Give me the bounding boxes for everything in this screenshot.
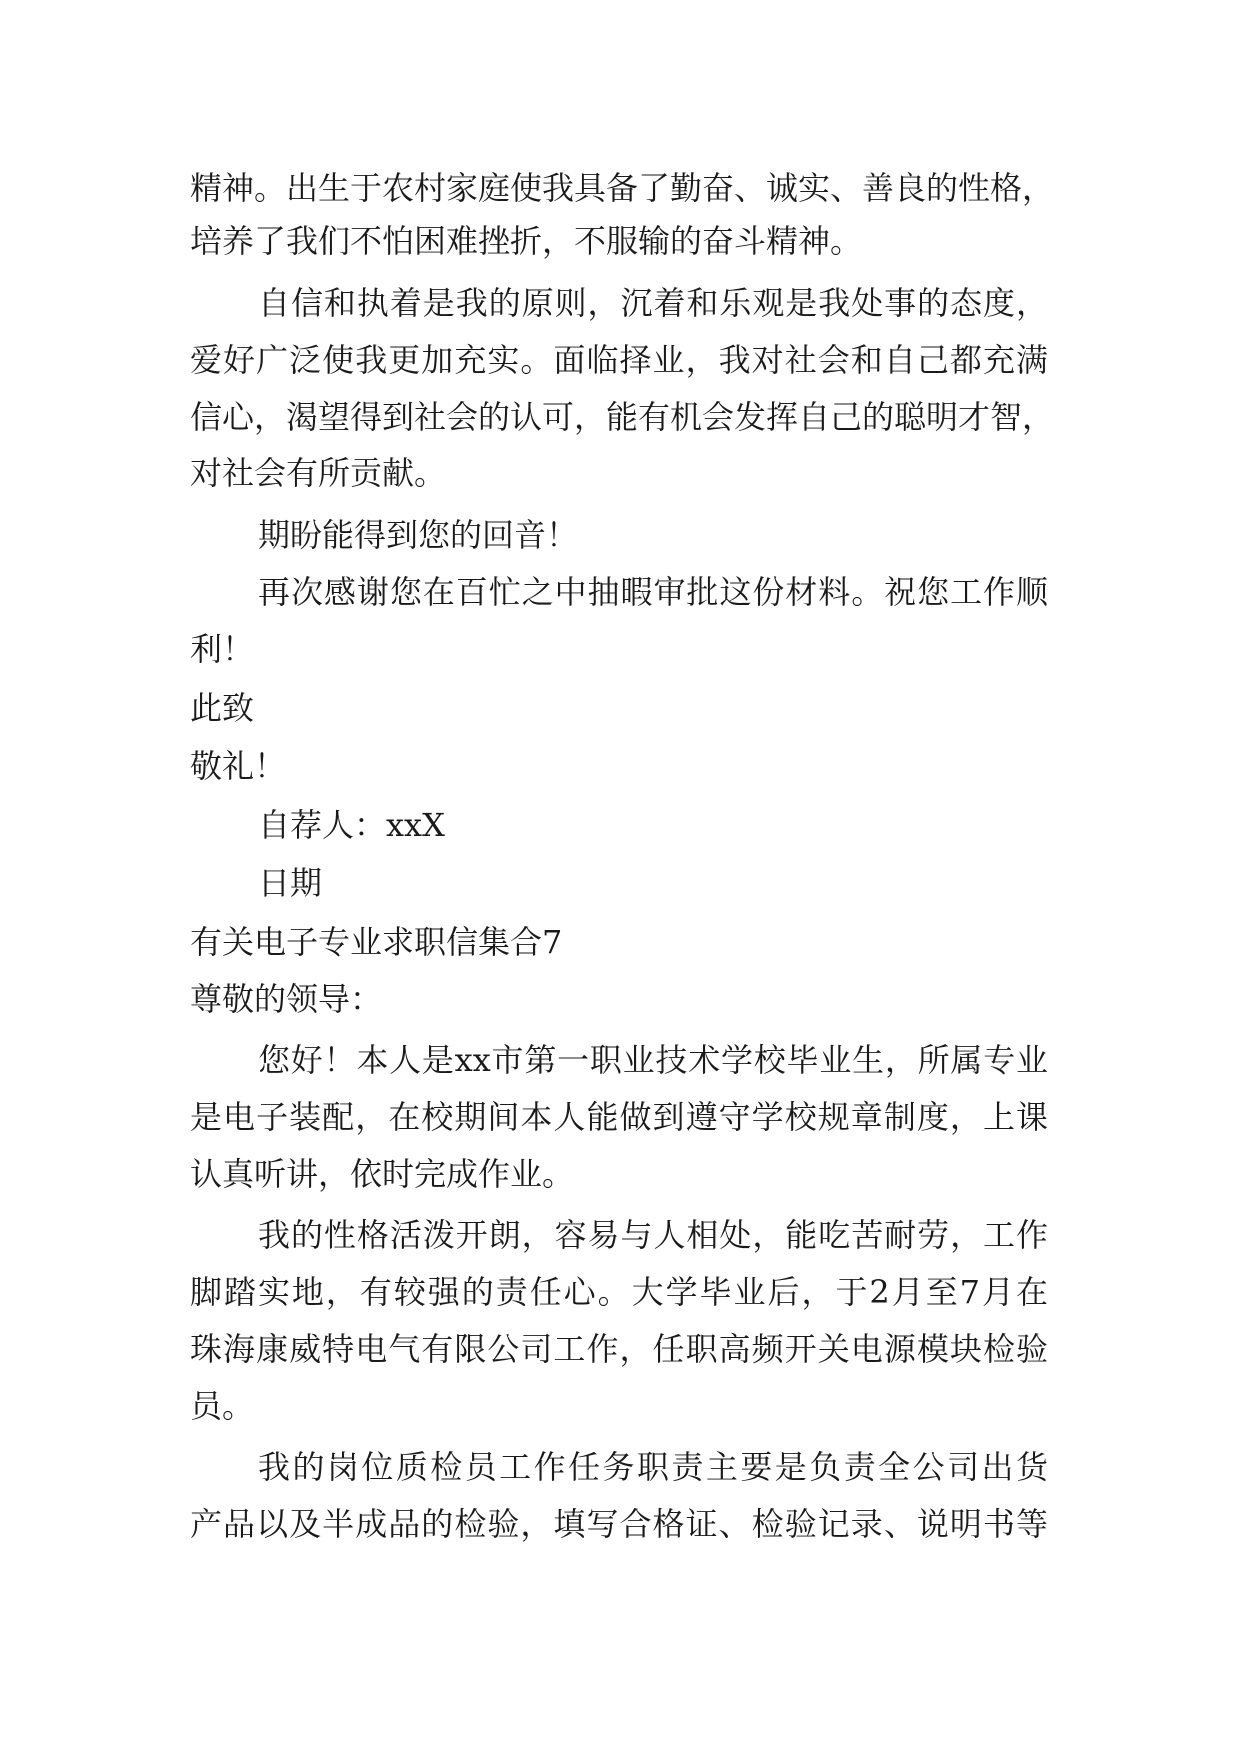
salutation: 尊敬的领导： [190,980,383,1018]
section-title: 有关电子专业求职信集合7 [190,923,563,961]
text-line: 我的岗位质检员工作任务职责主要是负责全公司出货 [258,1448,1048,1486]
text-line: 珠海康威特电气有限公司工作，任职高频开关电源模块检验 [190,1330,1048,1368]
signature-line: 自荐人：xxX [258,806,445,844]
text-line: 产品以及半成品的检验，填写合格证、检验记录、说明书等 [190,1505,1048,1543]
text-line: 敬礼！ [190,747,287,785]
text-line: 认真听讲，依时完成作业。 [190,1155,575,1193]
text-line: 我的性格活泼开朗，容易与人相处，能吃苦耐劳，工作 [258,1216,1048,1254]
text-line: 对社会有所贡献。 [190,454,447,492]
text-line: 期盼能得到您的回音！ [258,516,579,554]
text-line: 再次感谢您在百忙之中抽暇审批这份材料。祝您工作顺 [258,573,1048,611]
text-line: 信心，渴望得到社会的认可，能有机会发挥自己的聪明才智， [190,398,1055,436]
text-line: 自信和执着是我的原则，沉着和乐观是我处事的态度， [258,284,1048,322]
text-line: 是电子装配，在校期间本人能做到遵守学校规章制度，上课 [190,1098,1048,1136]
text-line: 员。 [190,1387,255,1425]
text-line: 爱好广泛使我更加充实。面临择业，我对社会和自己都充满 [190,341,1048,379]
text-line: 精神。出生于农村家庭使我具备了勤奋、诚实、善良的性格， [190,169,1055,207]
text-line: 此致 [190,689,255,727]
text-line: 您好！本人是xx市第一职业技术学校毕业生，所属专业 [258,1041,1048,1079]
text-line: 脚踏实地，有较强的责任心。大学毕业后，于2月至7月在 [190,1273,1048,1311]
text-line: 利！ [190,630,255,668]
date-line: 日期 [258,864,323,902]
text-line: 培养了我们不怕困难挫折，不服输的奋斗精神。 [190,222,863,260]
